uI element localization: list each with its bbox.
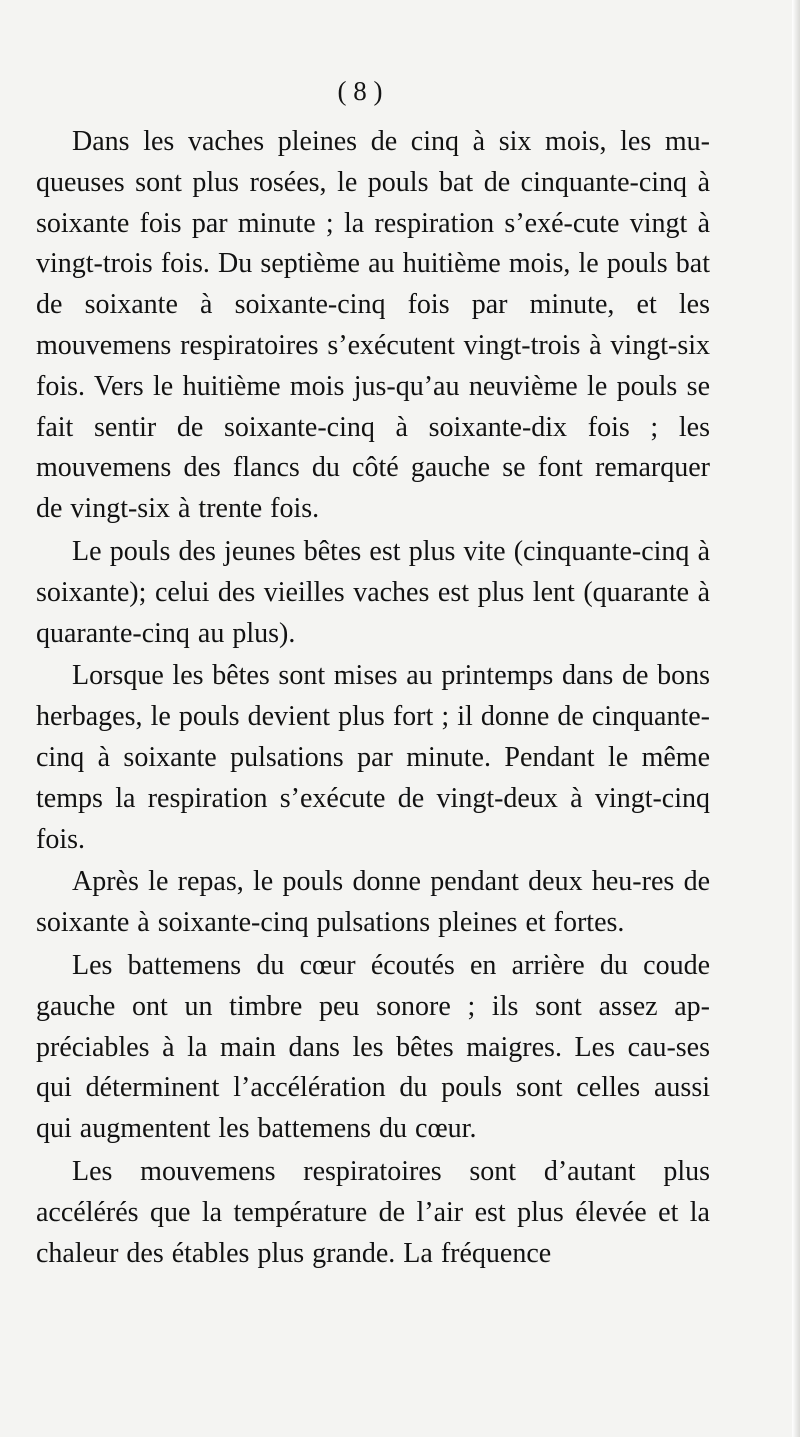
paragraph-5: Les battemens du cœur écoutés en arrière du coude gauche ont un timbre peu sonore ; ils sont assez ap-préciables à la main dans les bêtes maigres. Les cau-ses qui déterminent l’accélération du pouls sont celles aussi qui augmentent les battemens du cœur.: [36, 949, 710, 1145]
paragraph-3: Lorsque les bêtes sont mises au printemps dans de bons herbages, le pouls devient plus fort ; il donne de cinquante-cinq à soixante pulsations par minute. Pendant le même temps la respiration s’exécute de vingt-deux à vingt-cinq fois.: [36, 660, 710, 855]
page-number: ( 8 ): [337, 76, 383, 106]
page-edge: [792, 0, 800, 1437]
paragraph-2: Le pouls des jeunes bêtes est plus vite (cinquante-cinq à soixante); celui des vieilles vaches est plus lent (quarante à quarante-cinq au plus).: [36, 535, 710, 649]
paragraph-6: Les mouvemens respiratoires sont d’autant plus accélérés que la température de l’air est plus élevée et la chaleur des étables plus grande. La fréquence: [36, 1155, 710, 1269]
body-text: [36, 122, 710, 1274]
paragraph-1: Dans les vaches pleines de cinq à six mois, les mu-queuses sont plus rosées, le pouls bat de cinquante-cinq à soixante fois par minute ; la respiration s’exé-cute vingt à vingt-trois fois. Du septième au huitième mois, le pouls bat de soixante à soixante-cinq fois par minute, et les mouvemens respiratoires s’exécutent vingt-trois à vingt-six fois. Vers le huitième mois jus-qu’au neuvième le pouls se fait sentir de soixante-cinq à soixante-dix fois ; les mouvemens des flancs du côté gauche se font remarquer de vingt-six à trente fois.: [36, 126, 710, 525]
paragraph-4: Après le repas, le pouls donne pendant deux heu-res de soixante à soixante-cinq pulsations pleines et fortes.: [36, 866, 710, 939]
